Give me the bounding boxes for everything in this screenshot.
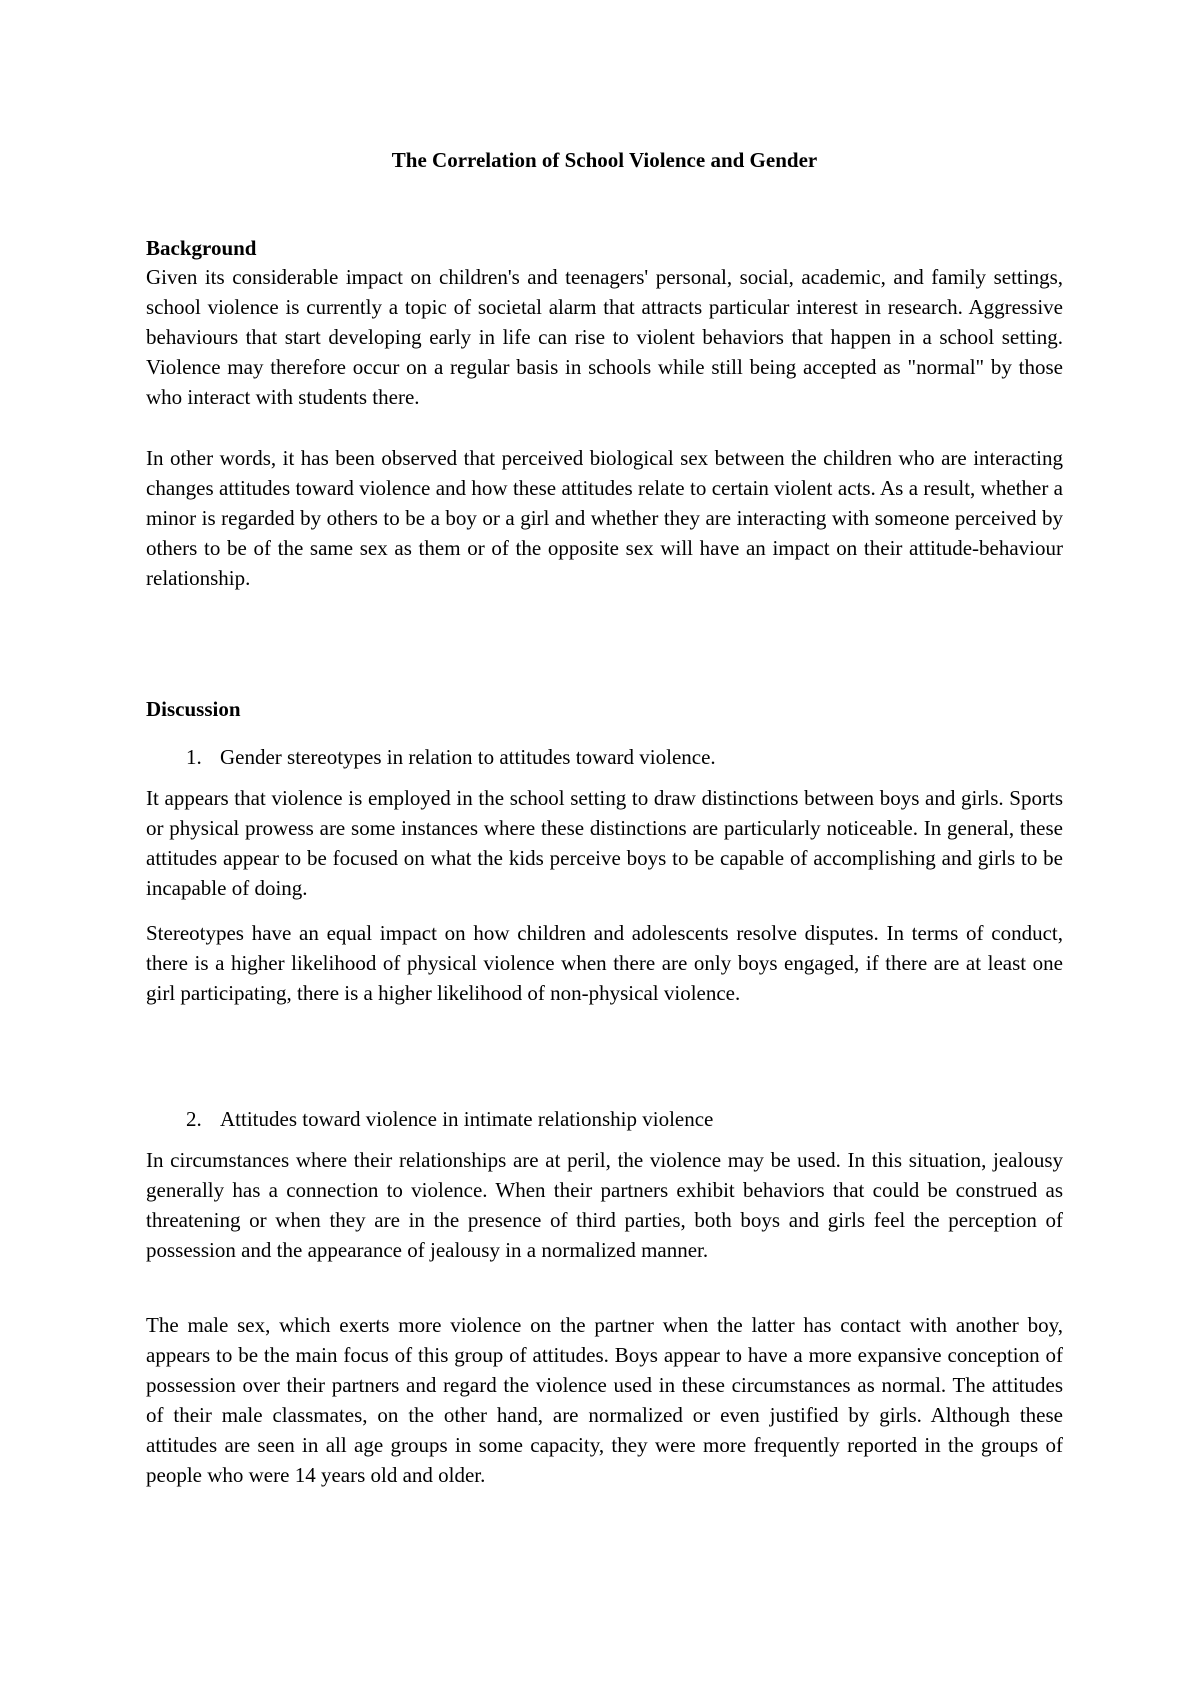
list-number: 1.: [186, 745, 202, 769]
discussion-item-1-paragraph-2: Stereotypes have an equal impact on how children and adolescents resolve disputes. In terms of conduct, there is a higher likelihood of physical violence when there are only boys engaged, if there are at least one girl participating, there is a higher likelihood of non-physical violence.: [146, 921, 1063, 1005]
background-paragraph-1: Given its considerable impact on children's and teenagers' personal, social, academic, and family settings, school violence is currently a topic of societal alarm that attracts particular interest in research. Aggressive behaviours that start developing early in life can rise to violent behaviors that happen in a school setting. Violence may therefore occur on a regular basis in schools while still being accepted as "normal" by those who interact with students there.: [146, 265, 1063, 409]
section-heading-discussion: Discussion: [146, 697, 241, 721]
list-item-title: Attitudes toward violence in intimate relationship violence: [220, 1107, 714, 1131]
list-number: 2.: [186, 1107, 202, 1131]
discussion-list-item-1: [186, 743, 716, 771]
discussion-item-1-paragraph-1: It appears that violence is employed in the school setting to draw distinctions between boys and girls. Sports or physical prowess are some instances where these distinctions are particularly noticeable. In general, these attitudes appear to be focused on what the kids perceive boys to be capable of accomplishing and girls to be incapable of doing.: [146, 786, 1063, 900]
list-item-title: Gender stereotypes in relation to attitudes toward violence.: [220, 745, 716, 769]
discussion-list-item-2: [186, 1105, 713, 1133]
background-paragraph-2: In other words, it has been observed that perceived biological sex between the children who are interacting changes attitudes toward violence and how these attitudes relate to certain violent acts. As a result, whether a minor is regarded by others to be a boy or a girl and whether they are interacting with someone perceived by others to be of the same sex as them or of the opposite sex will have an impact on their attitude-behaviour relationship.: [146, 446, 1063, 590]
discussion-item-2-paragraph-2: The male sex, which exerts more violence on the partner when the latter has contact with another boy, appears to be the main focus of this group of attitudes. Boys appear to have a more expansive conception of possession over their partners and regard the violence used in these circumstances as normal. The attitudes of their male classmates, on the other hand, are normalized or even justified by girls. Although these attitudes are seen in all age groups in some capacity, they were more frequently reported in the groups of people who were 14 years old and older.: [146, 1313, 1063, 1487]
document-title: The Correlation of School Violence and Gender: [391, 148, 818, 172]
discussion-item-2-paragraph-1: In circumstances where their relationships are at peril, the violence may be used. In this situation, jealousy generally has a connection to violence. When their partners exhibit behaviors that could be construed as threatening or when they are in the presence of third parties, both boys and girls feel the perception of possession and the appearance of jealousy in a normalized manner.: [146, 1148, 1063, 1262]
section-heading-background: Background: [146, 236, 257, 260]
